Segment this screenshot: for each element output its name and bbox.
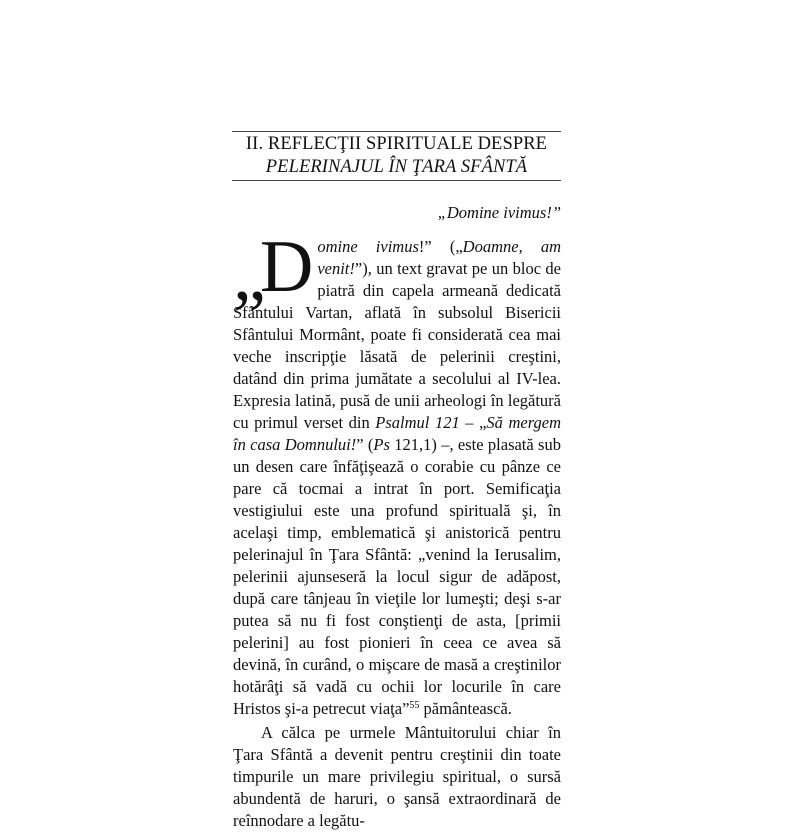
paragraph-1 bbox=[233, 226, 562, 720]
heading-bottom-rule bbox=[232, 180, 561, 181]
text-segment: 121,1) –, este plasată sub un desen care înfăţişează o corabie cu pânze ce pare că tocmai a intrat în port. Semificaţia vestigiului este una profund spirituală şi, în acelaşi timp, emblematică şi anistorică pentru pelerinajul în Ţara Sfântă: „venind la Ierusalim, pelerinii ajunseseră la locul sigur de adăpost, după care tânjeau în vieţile lor lumeşti; deşi s-ar putea să nu fi fost conştienţi de asta, [primii pelerini] au fost pionieri în ceea ce avea să devină, în curând, o mişcare de masă a creştinilor hotărâţi să vadă cu ochii lor locurile în care Hristos şi-a petrecut viaţa” bbox=[233, 435, 561, 718]
text-segment: pământească. bbox=[419, 699, 512, 718]
body-text bbox=[233, 226, 562, 832]
chapter-title-line2: PELERINAJUL ÎN ŢARA SFÂNTĂ bbox=[265, 157, 528, 177]
drop-cap-letter: D bbox=[259, 226, 314, 308]
text-segment: Ps bbox=[373, 435, 390, 454]
text-segment: !” („ bbox=[418, 237, 463, 256]
text-segment: omine ivimus bbox=[317, 237, 419, 256]
drop-cap bbox=[233, 226, 314, 316]
text-segment: – „ bbox=[459, 413, 487, 432]
text-segment: Psalmul 121 bbox=[375, 413, 460, 432]
text-segment: ”), un text gravat pe un bloc de piatră din capela armeană dedicată Sfântului Vartan, aflată în subsolul Bisericii Sfântului Mormânt, poate fi considerată cea mai veche inscripţie lăsată de pelerinii creştini, datând din prima jumătate a secolului al IV-lea. Expresia latină, pusă de unii arheologi în legătură cu primul verset din bbox=[233, 259, 561, 432]
heading-top-rule bbox=[232, 131, 561, 132]
text-segment: Doamne, am venit! bbox=[317, 237, 562, 278]
chapter-heading bbox=[232, 133, 561, 179]
text-segment: Să mergem în casa Domnului! bbox=[233, 413, 562, 454]
paragraph-2: A călca pe urmele Mântuitorului chiar în Ţara Sfântă a devenit pentru creştinii din toate timpurile un mare privilegiu spiritual, o sursă abundentă de haruri, o şansă extraordinară de reînnodare a legătu- bbox=[233, 723, 561, 830]
epigraph: „Domine ivimus!” bbox=[437, 203, 561, 222]
drop-cap-quote: „ bbox=[233, 234, 260, 316]
chapter-title-line1: II. REFLECŢII SPIRITUALE DESPRE bbox=[245, 134, 548, 154]
text-segment: ” ( bbox=[356, 435, 374, 454]
footnote-ref[interactable]: 55 bbox=[409, 700, 420, 711]
